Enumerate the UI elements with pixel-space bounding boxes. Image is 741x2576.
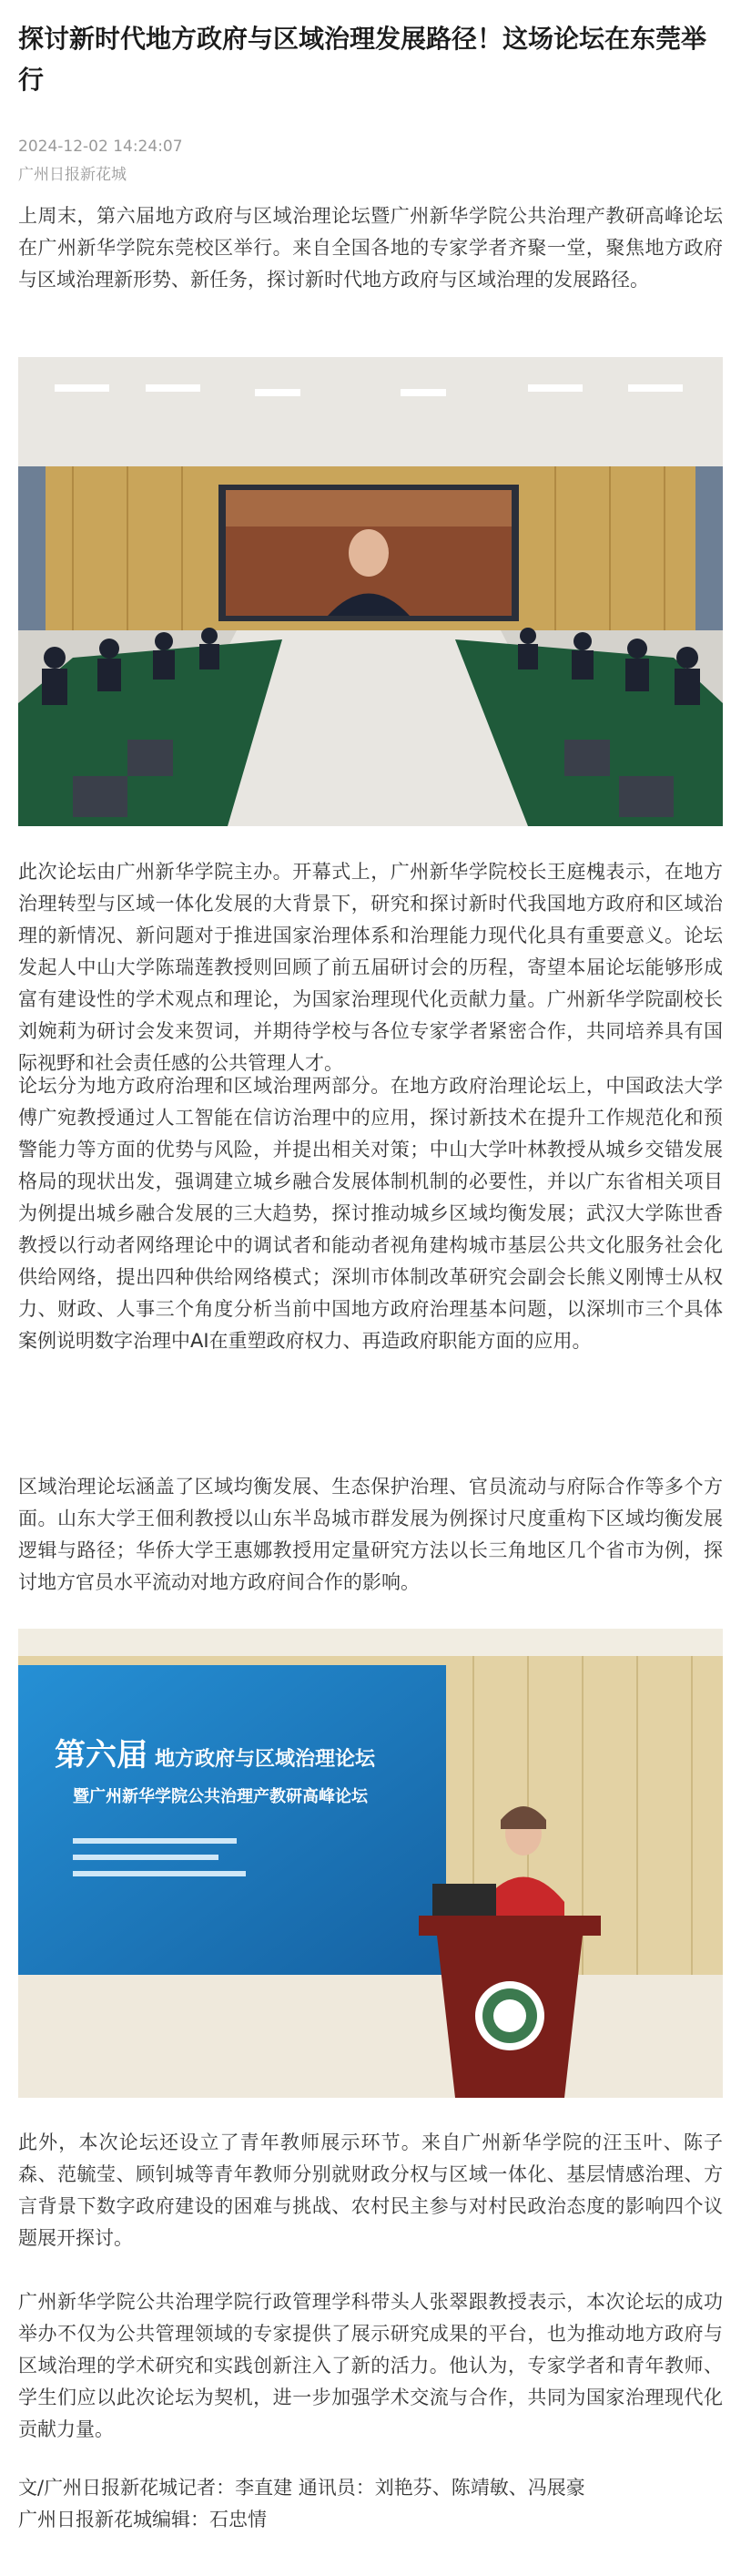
paragraph-closing: 广州新华学院公共治理学院行政管理学科带头人张翠跟教授表示，本次论坛的成功举办不仅为公共管理领域的专家提供了展示研究成果的平台，也为推动地方政府与区域治理的学术研究和实践创新注入了新的活力。他认为，专家学者和青年教师、学生们应以此次论坛为契机，进一步加强学术交流与合作，共同为国家治理现代化贡献力量。 bbox=[18, 2291, 723, 2440]
paragraph-local-governance: 论坛分为地方政府治理和区域治理两部分。在地方政府治理论坛上，中国政法大学傅广宛教授通过人工智能在信访治理中的应用，探讨新技术在提升工作规范化和预警能力等方面的优势与风险，并提出相关对策；中山大学叶林教授从城乡交错发展格局的现状出发，强调建立城乡融合发展体制机制的必要性，并以广东省相关项目为例提出城乡融合发展的三大趋势，探讨推动城乡区域均衡发展；武汉大学陈世香教授以行动者网络理论中的调试者和能动者视角建构城市基层公共文化服务社会化供给网络，提出四种供给网络模式；深圳市体制改革研究会副会长熊义刚博士从权力、财政、人事三个角度分析当前中国地方政府治理基本问题，以深圳市三个具体案例说明数字治理中AI在重塑政府权力、再造政府职能方面的应用。 bbox=[18, 1075, 723, 1352]
article-source: 广州日报新花城 bbox=[18, 166, 127, 184]
editor-credit: 广州日报新花城编辑：石忠情 bbox=[18, 2509, 267, 2530]
photo-speaker-podium bbox=[18, 1629, 723, 2098]
banner-forum-name: 地方政府与区域治理论坛 bbox=[155, 1748, 376, 1771]
paragraph-regional-governance: 区域治理论坛涵盖了区域均衡发展、生态保护治理、官员流动与府际合作等多个方面。山东大学王佃利教授以山东半岛城市群发展为例探讨尺度重构下区域均衡发展逻辑与路径；华侨大学王惠娜教授用定量研究方法以长三角地区几个省市为例，探讨地方官员水平流动对地方政府间合作的影响。 bbox=[18, 1476, 723, 1593]
banner-edition: 第六届 bbox=[55, 1737, 147, 1774]
publish-datetime: 2024-12-02 14:24:07 bbox=[18, 138, 183, 156]
paragraph-young-teachers: 此外，本次论坛还设立了青年教师展示环节。来自广州新华学院的汪玉叶、陈子森、范毓莹、顾钊城等青年教师分别就财政分权与区域一体化、基层情感治理、方言背景下数字政府建设的困难与挑战、农村民主参与对村民政治态度的影响四个议题展开探讨。 bbox=[18, 2131, 723, 2249]
banner-subtitle: 暨广州新华学院公共治理产教研高峰论坛 bbox=[73, 1787, 368, 1806]
photo-conference-room bbox=[18, 357, 723, 826]
article-title: 探讨新时代地方政府与区域治理发展路径！这场论坛在东莞举行 bbox=[18, 24, 707, 95]
author-credit: 文/广州日报新花城记者：李直建 通讯员：刘艳芬、陈靖敏、冯展豪 bbox=[18, 2477, 585, 2499]
conference-room-image bbox=[18, 357, 723, 826]
paragraph-intro: 上周末，第六届地方政府与区域治理论坛暨广州新华学院公共治理产教研高峰论坛在广州新华学院东莞校区举行。来自全国各地的专家学者齐聚一堂，聚焦地方政府与区域治理新形势、新任务，探讨新时代地方政府与区域治理的发展路径。 bbox=[18, 205, 723, 291]
paragraph-host: 此次论坛由广州新华学院主办。开幕式上，广州新华学院校长王庭槐表示，在地方治理转型与区域一体化发展的大背景下，研究和探讨新时代我国地方政府和区域治理的新情况、新问题对于推进国家治理体系和治理能力现代化具有重要意义。论坛发起人中山大学陈瑞莲教授则回顾了前五届研讨会的历程，寄望本届论坛能够形成富有建设性的学术观点和理论，为国家治理现代化贡献力量。广州新华学院副校长刘婉莉为研讨会发来贺词，并期待学校与各位专家学者紧密合作，共同培养具有国际视野和社会责任感的公共管理人才。 bbox=[18, 861, 723, 1074]
speaker-podium-image bbox=[18, 1629, 723, 2098]
